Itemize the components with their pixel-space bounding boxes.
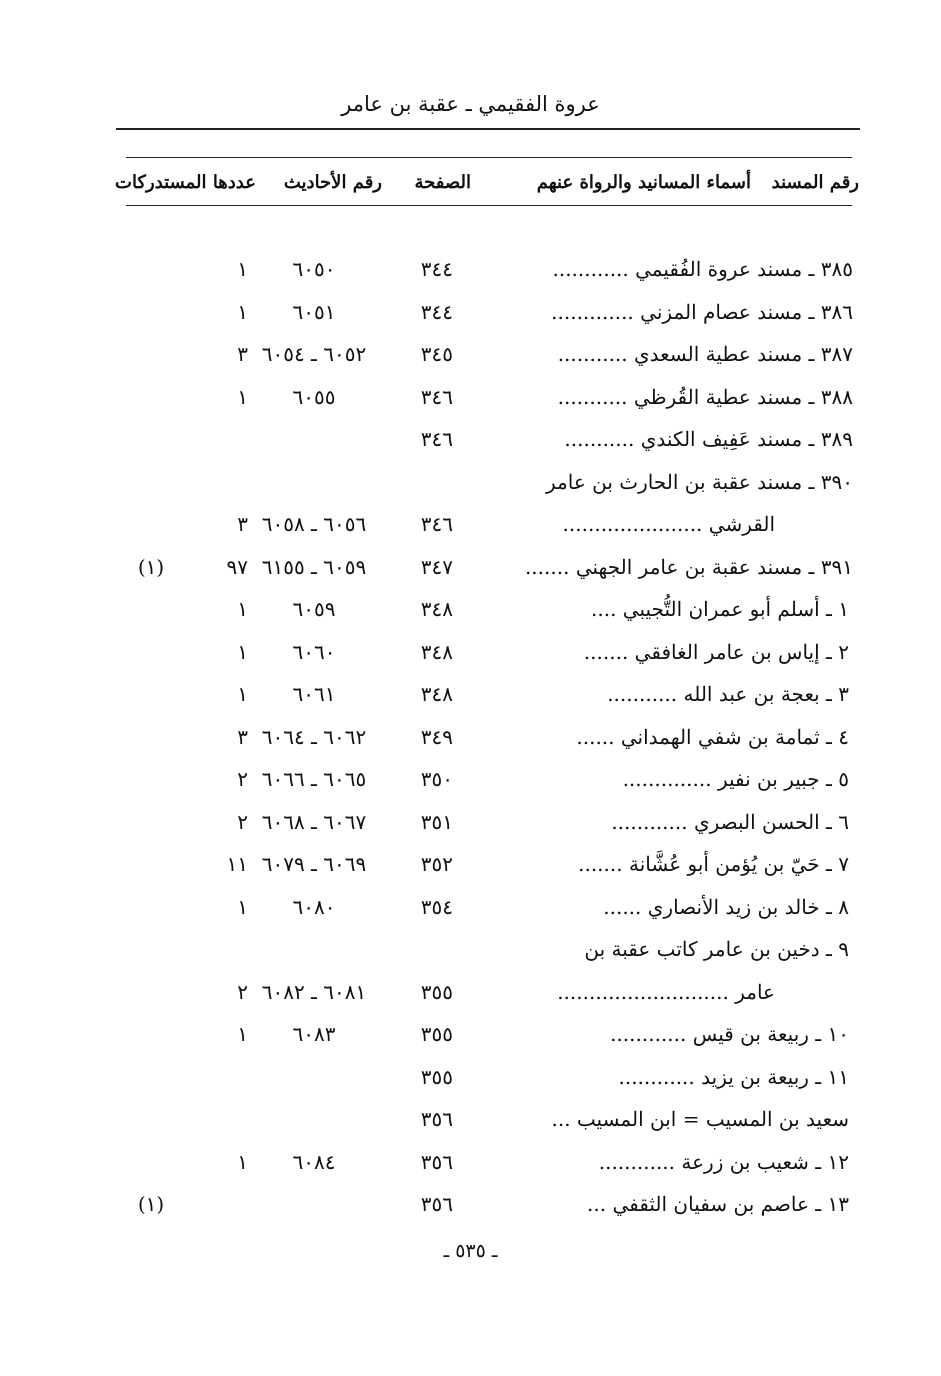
entry-count: ٣	[237, 342, 248, 366]
index-row	[0, 1056, 941, 1099]
entry-page: ٣٥٦	[420, 1149, 453, 1174]
index-row	[0, 418, 941, 461]
entry-hadith-numbers: ٦٠٨٣	[292, 1022, 336, 1046]
entry-page: ٣٥٤	[420, 894, 453, 919]
entry-page: ٣٤٩	[420, 724, 453, 749]
entry-name: ٥ ـ جبير بن نفير ..............	[622, 767, 849, 791]
index-row	[0, 758, 941, 801]
entry-count: ١	[237, 257, 248, 281]
index-row	[0, 1183, 941, 1226]
entry-hadith-numbers: ٦٠٦٢ ـ ٦٠٦٤	[261, 724, 367, 749]
entry-page: ٣٥٠	[420, 767, 453, 791]
index-row	[0, 248, 941, 291]
entry-count: ١	[237, 1149, 248, 1174]
entry-count: ١	[237, 682, 248, 706]
entry-name: ٣٨٥ ـ مسند عروة الفُقيمي ............	[552, 257, 853, 281]
entry-page: ٣٤٤	[420, 299, 453, 324]
entry-page: ٣٤٥	[420, 342, 453, 366]
column-header-mustadrakat: المستدركات	[115, 172, 207, 193]
entry-page: ٣٥٦	[420, 1192, 453, 1216]
index-row	[0, 546, 941, 589]
column-header-hadith-numbers: رقم الأحاديث	[283, 172, 382, 193]
entry-hadith-numbers: ٦٠٦٧ ـ ٦٠٦٨	[261, 809, 367, 834]
entry-hadith-numbers: ٦٠٦٥ ـ ٦٠٦٦	[261, 767, 367, 791]
entry-name: ١ ـ أسلم أبو عمران التُّجيبي ....	[591, 597, 849, 621]
running-header: عروة الفقيمي ـ عقبة بن عامر	[341, 92, 600, 116]
index-row	[0, 376, 941, 419]
entry-name: ٣٨٦ ـ مسند عصام المزني .............	[551, 299, 853, 324]
entry-page: ٣٤٤	[420, 257, 453, 281]
entry-name: ٩ ـ دخين بن عامر كاتب عقبة بن	[584, 937, 849, 961]
entry-count: ١	[237, 1022, 248, 1046]
entry-name: ٣٨٧ ـ مسند عطية السعدي ...........	[557, 342, 853, 366]
column-header-musnad-number: رقم المسند	[771, 172, 859, 193]
entry-page: ٣٤٨	[420, 682, 453, 706]
entry-name: ٢ ـ إياس بن عامر الغافقي .......	[583, 639, 849, 664]
header-rule	[116, 128, 860, 130]
entry-name: ٨ ـ خالد بن زيد الأنصاري ......	[603, 894, 849, 919]
index-row	[0, 928, 941, 971]
entry-name: ١٠ ـ ربيعة بن قيس ............	[610, 1022, 849, 1046]
entry-count: ١	[237, 894, 248, 919]
entry-count: ١	[237, 597, 248, 621]
entry-hadith-numbers: ٦٠٥٦ ـ ٦٠٥٨	[261, 512, 367, 536]
entry-page: ٣٤٧	[420, 554, 453, 579]
entry-hadith-numbers: ٦٠٥٩ ـ ٦١٥٥	[261, 554, 367, 579]
index-row	[0, 1098, 941, 1141]
entry-page: ٣٥١	[420, 809, 453, 834]
entry-count: ١	[237, 384, 248, 409]
entry-name: عامر ...........................	[557, 979, 775, 1004]
entry-hadith-numbers: ٦٠٨١ ـ ٦٠٨٢	[261, 979, 367, 1004]
table-top-rule	[126, 157, 852, 158]
entry-hadith-numbers: ٦٠٥٠	[292, 257, 336, 281]
entry-name: ٣٩١ ـ مسند عقبة بن عامر الجهني .......	[524, 554, 853, 579]
entry-name: ٧ ـ حَيّ بن يُؤمن أبو عُشَّانة .......	[578, 852, 849, 876]
entry-count: ٩٧	[226, 554, 248, 579]
entry-page: ٣٤٦	[420, 384, 453, 409]
entry-count: ٢	[237, 979, 248, 1004]
entry-name: ٦ ـ الحسن البصري ............	[611, 809, 849, 834]
index-row	[0, 801, 941, 844]
entry-count: ١	[237, 639, 248, 664]
index-row	[0, 631, 941, 674]
entry-page: ٣٥٢	[420, 852, 453, 876]
entry-count: ٢	[237, 809, 248, 834]
page-number: ـ ٥٣٥ ـ	[443, 1240, 498, 1262]
entry-name: ٣٨٨ ـ مسند عطية القُرظي ...........	[557, 384, 853, 409]
entry-name: ١١ ـ ربيعة بن يزيد ............	[618, 1064, 849, 1089]
entry-count: ٣	[237, 512, 248, 536]
entry-page: ٣٤٦	[420, 427, 453, 451]
entry-page: ٣٥٥	[420, 1022, 453, 1046]
entry-count: ١١	[226, 852, 248, 876]
entry-hadith-numbers: ٦٠٦٠	[292, 639, 336, 664]
index-row	[0, 333, 941, 376]
entry-page: ٣٥٥	[420, 979, 453, 1004]
column-header-count: عددها	[212, 172, 256, 193]
entry-hadith-numbers: ٦٠٨٠	[292, 894, 336, 919]
entry-name: ٣ ـ بعجة بن عبد الله ...........	[607, 682, 849, 706]
entry-hadith-numbers: ٦٠٦٩ ـ ٦٠٧٩	[261, 852, 367, 876]
entry-page: ٣٥٦	[420, 1107, 453, 1131]
entry-hadith-numbers: ٦٠٥١	[292, 299, 336, 324]
index-row	[0, 461, 941, 504]
entry-page: ٣٤٦	[420, 512, 453, 536]
entry-page: ٣٥٥	[420, 1064, 453, 1089]
entry-count: ١	[237, 299, 248, 324]
entry-count: ٢	[237, 767, 248, 791]
entry-name: القرشي ......................	[562, 512, 775, 536]
index-row	[0, 843, 941, 886]
index-row	[0, 503, 941, 546]
entry-mustadrak-note: (١)	[137, 554, 165, 579]
index-row	[0, 886, 941, 929]
entry-hadith-numbers: ٦٠٥٢ ـ ٦٠٥٤	[261, 342, 367, 366]
entry-name: سعيد بن المسيب = ابن المسيب ...	[551, 1107, 849, 1131]
index-table	[0, 248, 941, 1226]
index-row	[0, 673, 941, 716]
entry-name: ٣٨٩ ـ مسند عَفِيف الكندي ...........	[564, 427, 853, 451]
entry-page: ٣٤٨	[420, 597, 453, 621]
column-header-page: الصفحة	[414, 172, 471, 193]
entry-count: ٣	[237, 724, 248, 749]
entry-mustadrak-note: (١)	[137, 1192, 165, 1216]
index-row	[0, 971, 941, 1014]
entry-name: ٤ ـ ثمامة بن شفي الهمداني ......	[576, 724, 849, 749]
index-row	[0, 1141, 941, 1184]
entry-page: ٣٤٨	[420, 639, 453, 664]
entry-name: ١٣ ـ عاصم بن سفيان الثقفي ...	[587, 1192, 849, 1216]
entry-hadith-numbers: ٦٠٨٤	[292, 1149, 336, 1174]
entry-name: ١٢ ـ شعيب بن زرعة ............	[598, 1149, 849, 1174]
column-header-count-and-mustadrakat	[115, 172, 256, 193]
entry-hadith-numbers: ٦٠٥٥	[292, 384, 336, 409]
index-row	[0, 588, 941, 631]
column-header-rule	[126, 205, 852, 206]
column-header-names: أسماء المسانيد والرواة عنهم	[536, 172, 751, 193]
index-row	[0, 291, 941, 334]
entry-hadith-numbers: ٦٠٦١	[292, 682, 336, 706]
index-row	[0, 716, 941, 759]
entry-name: ٣٩٠ ـ مسند عقبة بن الحارث بن عامر	[546, 469, 853, 494]
entry-hadith-numbers: ٦٠٥٩	[292, 597, 336, 621]
index-row	[0, 1013, 941, 1056]
